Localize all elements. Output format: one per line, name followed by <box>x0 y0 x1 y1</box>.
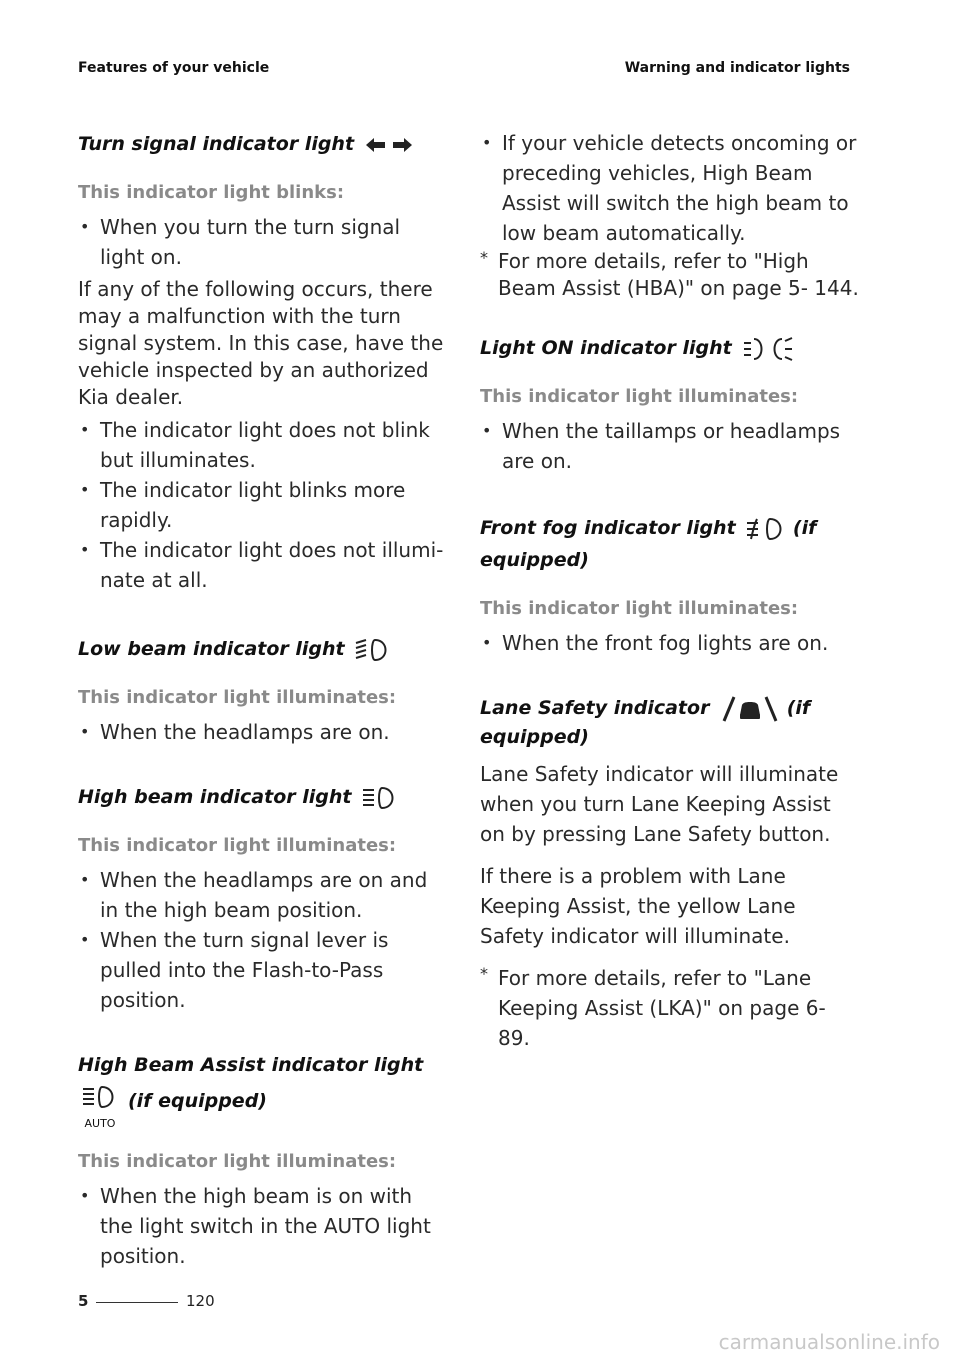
high-beam-bullet-2: • When the turn signal lever is pulled into the Flash-to-Pass position. <box>78 925 450 1015</box>
auto-icon-label: AUTO <box>84 1117 116 1130</box>
turn-signal-arrows-icon <box>365 135 413 155</box>
high-beam-assist-icon <box>82 1085 118 1109</box>
footer-divider <box>96 1302 178 1303</box>
header-left: Features of your vehicle <box>78 60 270 76</box>
hba-title: High Beam Assist indicator light <box>78 1054 424 1076</box>
high-beam-icon <box>362 786 398 810</box>
low-beam-bullet-1: • When the headlamps are on. <box>78 717 450 747</box>
light-on-icon <box>742 336 794 362</box>
lane-safety-para-1: Lane Safety indicator will illuminate when you turn Lane Keeping Assist on by pressing Lane Safety button. <box>480 761 839 846</box>
light-on-subheading: This indicator light illuminates: <box>480 386 799 407</box>
lane-safety-title: Lane Safety indicator (if equipped) <box>480 694 860 751</box>
turn-signal-bullet-3: • The indicator light blinks more rapidly. <box>78 475 450 535</box>
lane-safety-para-2: If there is a problem with Lane Keeping Assist, the yellow Lane Safety indicator will illuminate. <box>480 863 796 948</box>
hba-note-text: For more details, refer to "High Beam Assist (HBA)" on page 5- 144. <box>498 249 859 300</box>
left-column <box>78 128 450 1271</box>
turn-signal-bullet-2: • The indicator light does not blink but illuminates. <box>78 415 450 475</box>
right-column <box>480 128 860 1053</box>
high-beam-bullet-1: • When the headlamps are on and in the high beam position. <box>78 865 450 925</box>
header-right: Warning and indicator lights <box>624 60 850 76</box>
turn-signal-paragraph: If any of the following occurs, there may a malfunction with the turn signal system. In this case, have the vehicle inspected by an authorized Kia dealer. <box>78 277 444 409</box>
high-beam-subheading: This indicator light illuminates: <box>78 835 397 856</box>
hba-icon-wrap <box>78 1085 122 1129</box>
light-on-title: Light ON indicator light <box>480 332 860 364</box>
front-fog-subheading: This indicator light illuminates: <box>480 598 799 619</box>
high-beam-title: High beam indicator light <box>78 781 450 813</box>
hba-note <box>480 248 860 302</box>
hba-title-suffix: (if equipped) <box>128 1090 267 1112</box>
hba-title-row-2 <box>78 1085 450 1129</box>
low-beam-title: Low beam indicator light <box>78 633 450 665</box>
lane-safety-note <box>480 963 860 1053</box>
footer-section-number: 5 <box>78 1292 89 1310</box>
turn-signal-bullet-4: • The indicator light does not illumi- nate at all. <box>78 535 450 595</box>
turn-signal-title: Turn signal indicator light <box>78 128 450 160</box>
light-on-bullet-1: • When the taillamps or headlamps are on. <box>480 416 860 476</box>
turn-signal-bullet-1: • When you turn the turn signal light on. <box>78 212 450 272</box>
front-fog-icon <box>746 517 786 541</box>
turn-signal-subheading: This indicator light blinks: <box>78 182 345 203</box>
footer-page-number: 120 <box>186 1292 215 1310</box>
hba-subheading: This indicator light illuminates: <box>78 1151 397 1172</box>
low-beam-icon <box>355 638 391 662</box>
lane-safety-icon <box>720 695 780 723</box>
note-asterisk: * <box>480 248 488 267</box>
lane-safety-note-text: For more details, refer to "Lane Keeping Assist (LKA)" on page 6- 89. <box>498 965 826 1050</box>
hba-cont-bullet-1: • If your vehicle detects oncoming or preceding vehicles, High Beam Assist will switch the high beam to low beam automatically. <box>480 128 860 248</box>
hba-bullet-1: • When the high beam is on with the light switch in the AUTO light position. <box>78 1181 450 1271</box>
low-beam-subheading: This indicator light illuminates: <box>78 687 397 708</box>
note-asterisk: * <box>480 963 488 983</box>
front-fog-title: Front fog indicator light (if equipped) <box>480 517 817 571</box>
watermark: carmanualsonline.info <box>718 1330 940 1354</box>
front-fog-bullet-1: • When the front fog lights are on. <box>480 628 860 658</box>
